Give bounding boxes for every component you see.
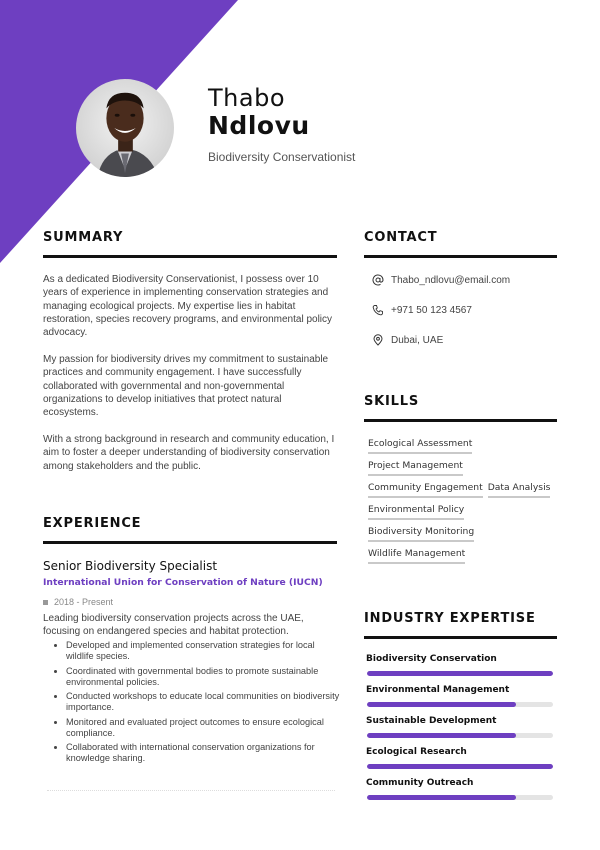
expertise-bar-fill xyxy=(367,795,516,800)
industry-expertise-heading: INDUSTRY EXPERTISE xyxy=(364,611,536,626)
at-icon xyxy=(372,274,384,286)
achievement-item: Collaborated with international conservation organizations for knowledge sharing. xyxy=(52,742,342,764)
skill-tag: Ecological Assessment xyxy=(368,438,472,454)
summary-divider xyxy=(43,255,337,258)
skill-tag: Biodiversity Monitoring xyxy=(368,526,474,542)
expertise-bar-track xyxy=(367,764,553,769)
achievement-item: Conducted workshops to educate local communities on biodiversity importance. xyxy=(52,691,342,713)
expertise-label: Sustainable Development xyxy=(366,716,497,726)
last-name: Ndlovu xyxy=(208,111,310,140)
job-achievements-list xyxy=(52,640,342,768)
phone-icon xyxy=(372,304,384,316)
expertise-label: Community Outreach xyxy=(366,778,474,788)
section-end-divider xyxy=(47,790,335,791)
contact-divider xyxy=(364,255,557,258)
skill-tag: Wildlife Management xyxy=(368,548,465,564)
job-title: Biodiversity Conservationist xyxy=(208,150,356,164)
contact-email-text: Thabo_ndlovu@email.com xyxy=(391,274,511,286)
achievement-item: Developed and implemented conservation strategies for local wildlife species. xyxy=(52,640,342,662)
summary-paragraph-1: As a dedicated Biodiversity Conservationist, I possess over 10 years of experience in implementing conservation strategies and managing ecological projects. My expertise lies in habitat restoration, species recovery programs, and environmental policy advocacy. xyxy=(43,274,333,339)
skills-heading: SKILLS xyxy=(364,394,420,409)
location-pin-icon xyxy=(372,334,384,346)
expertise-item xyxy=(366,716,556,738)
expertise-list xyxy=(366,654,556,809)
summary-paragraph-2: My passion for biodiversity drives my commitment to sustainable practices and community engagement. I have successfully collaborated with governmental and non-governmental organizations to develop initiatives that protect natural ecosystems. xyxy=(43,354,329,419)
expertise-bar-track xyxy=(367,795,553,800)
expertise-label: Biodiversity Conservation xyxy=(366,654,497,664)
first-name: Thabo xyxy=(208,84,285,112)
achievement-item: Coordinated with governmental bodies to promote sustainable environmental policies. xyxy=(52,666,342,688)
expertise-bar-track xyxy=(367,733,553,738)
skill-tag: Project Management xyxy=(368,460,463,476)
summary-heading: SUMMARY xyxy=(43,230,124,245)
job-description: Leading biodiversity conservation projects across the UAE, focusing on endangered species and habitat protection. xyxy=(43,613,304,637)
job-dates-text: 2018 - Present xyxy=(54,597,114,607)
profile-photo xyxy=(76,79,174,177)
skill-tag: Data Analysis xyxy=(488,482,551,498)
contact-email[interactable] xyxy=(372,274,510,286)
experience-divider xyxy=(43,541,337,544)
job-dates xyxy=(43,597,113,607)
expertise-label: Environmental Management xyxy=(366,685,510,695)
industry-expertise-divider xyxy=(364,636,557,639)
contact-location-text: Dubai, UAE xyxy=(391,334,444,346)
expertise-bar-track xyxy=(367,702,553,707)
expertise-item xyxy=(366,747,556,769)
skills-list xyxy=(368,438,563,570)
expertise-item xyxy=(366,685,556,707)
experience-heading: EXPERIENCE xyxy=(43,516,142,531)
expertise-bar-fill xyxy=(367,733,516,738)
person-portrait-icon xyxy=(76,79,174,177)
expertise-bar-track xyxy=(367,671,553,676)
contact-heading: CONTACT xyxy=(364,230,438,245)
summary-paragraph-3: With a strong background in research and community education, I aim to foster a deeper understanding of biodiversity conservation among stakeholders and the public. xyxy=(43,434,335,472)
contact-location xyxy=(372,334,443,346)
expertise-label: Ecological Research xyxy=(366,747,467,757)
contact-phone[interactable] xyxy=(372,304,472,316)
job-company: International Union for Conservation of Nature (IUCN) xyxy=(43,577,323,588)
expertise-item xyxy=(366,778,556,800)
skill-tag: Environmental Policy xyxy=(368,504,464,520)
job-role: Senior Biodiversity Specialist xyxy=(43,559,218,573)
expertise-bar-fill xyxy=(367,671,553,676)
expertise-bar-fill xyxy=(367,702,516,707)
contact-phone-text: +971 50 123 4567 xyxy=(391,304,472,316)
achievement-item: Monitored and evaluated project outcomes to ensure ecological compliance. xyxy=(52,717,342,739)
calendar-square-icon xyxy=(43,600,48,605)
skills-divider xyxy=(364,419,557,422)
skill-tag: Community Engagement xyxy=(368,482,483,498)
expertise-item xyxy=(366,654,556,676)
expertise-bar-fill xyxy=(367,764,553,769)
